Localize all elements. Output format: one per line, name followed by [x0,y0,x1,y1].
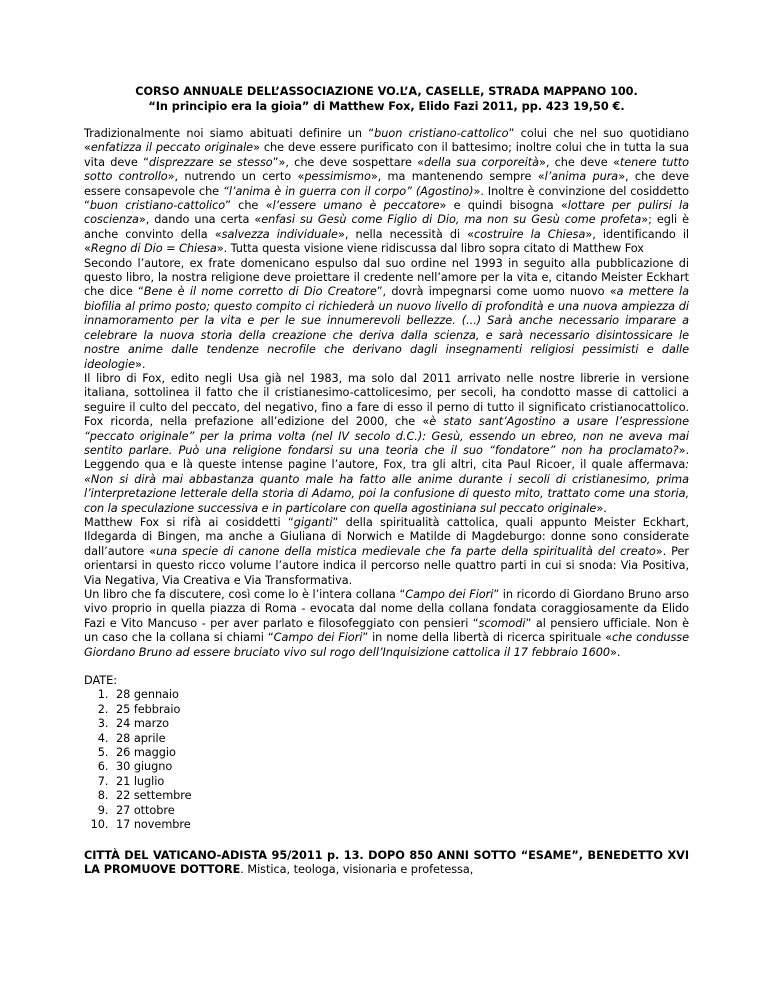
second-article-text: . Mistica, teologa, visionaria e profetessa, [240,862,474,876]
italic-run: è stato sant’Agostino a usare l’espressione “peccato originale” per la prima volta (nel IV secolo d.C.): Gesù, essendo un ebreo, non ne aveva mai sentito parlare. Può una religione fondarsi su una teoria che il suo “fondatore” non ha proclamato? [84,415,689,457]
text-run: ”, dovrà impegnarsi come uomo nuovo « [376,285,617,299]
text-run: Secondo l’autore, ex frate domenicano espulso dal suo ordine nel 1993 in seguito alla pubblicazione di questo libro, la nostra religione deve proiettare il credente nell’amore per la vita e, citando Meister Eckhart che dice “ [84,256,689,299]
italic-run: Bene è il nome corretto di Dio Creatore [143,285,377,299]
italic-run: buon cristiano-cattolico [89,199,226,213]
italic-run: salvezza individuale [221,227,338,241]
date-item: 4. 28 aprile [112,732,689,746]
paragraph [84,516,689,588]
text-run: ». Per orientarsi in questo ricco volume l’autore indica il percorso nelle quattro parti in cui si snoda: Via Positiva, Via Negativa, Via Creativa e Via Transformativa. [84,544,689,587]
italic-run: Campo dei Fiori [273,631,363,645]
text-run: ». Leggendo qua e là queste intense pagine l’autore, Fox, tra gli altri, cita Paul Ricoer, il quale affermava [84,443,689,472]
text-run: ». Inoltre è convinzione del cosiddetto “ [84,184,689,213]
text-run: ” della spiritualità cattolica, quali appunto Meister Eckhart, Ildegarda di Bingen, ma anche a Giuliana di Norwich e Matilde di Magdeburgo: donne sono considerate dall’autore « [84,515,690,558]
text-run: ». [135,357,146,371]
italic-run: “l’anima è in guerra con il corpo” (Agostino) [223,184,474,198]
date-item: 10. 17 novembre [112,818,689,832]
italic-run: l’anima pura [544,170,619,184]
document-header [84,84,689,114]
italic-run: che condusse Giordano Bruno ad essere bruciato vivo sul rogo dell’Inquisizione cattolica il 17 febbraio 1600 [84,631,690,659]
text-run: ». [596,501,607,515]
italic-run: l’essere umano è peccatore [272,199,440,213]
italic-run: : «Non si dirà mai abbastanza quanto male ha fatto alle anime durante i secoli di cristianesimo, prima l’interpretazione letterale della storia di Adamo, poi la confusione di questo mito, trattato come una storia, con la speculazione successiva e in particolare con quella agostiniana sul peccato originale [84,458,689,515]
text-run: ». Tutta questa visione viene ridiscussa dal libro sopra citato di Matthew Fox [216,242,644,256]
date-item: 5. 26 maggio [112,746,689,760]
text-run: Matthew Fox si rifà ai cosiddetti “ [84,515,294,529]
italic-run: enfatizza il peccato originale [90,141,254,155]
date-item: 2. 25 febbraio [112,703,689,717]
article-body [84,127,689,660]
second-article-heading: CITTÀ DEL VATICANO-ADISTA 95/2011 p. 13. DOPO 850 ANNI SOTTO “ESAME”, BENEDETTO XVI LA PROMUOVE DOTTORE [84,848,689,876]
text-run: », che deve « [538,155,620,169]
text-run: Tradizionalmente noi siamo abituati definire un “ [84,127,375,140]
date-item: 3. 24 marzo [112,717,689,731]
italic-run: enfasi su Gesù come Figlio di Dio, ma non su Gesù come profeta [261,213,642,227]
text-run: ” che « [225,199,273,213]
italic-run: a mettere la biofilia al primo posto; questo compito ci richiederà un nuovo livello di profondità e una nuova ampiezza di innamoramento per la vita e per le sue innumerevoli bellezze. (...) Sarà anche necessario imparare a celebrare la nuova storia della creazione che deriva dalla scienza, e sarà necessario disintossicare le nostre anime dalle tendenze necrofile che derivano dagli insegnamenti religiosi pessimisti e dalle ideologie [84,285,689,371]
paragraph [84,257,689,372]
text-run: ” colui che nel suo quotidiano « [84,127,689,155]
text-run: », identificando il « [84,227,690,256]
italic-run: Campo dei Fiori [405,588,494,601]
text-run: », dando una certa « [138,213,262,227]
text-run: ” in ricordo di Giordano Bruno arso vivo proprio in quella piazza di Roma - evocata dal nome della collana fondata coraggiosamente da Elido Fazi e Vito Mancuso - per aver parlato e filosofeggiato con pensieri “ [84,588,689,630]
text-run: » che deve essere purificato con il battesimo; inoltre colui che in tutta la sua vita deve “ [84,141,689,169]
date-item: 6. 30 giugno [112,760,689,774]
italic-run: pessimismo [304,170,371,184]
italic-run: disprezzare se stesso [148,155,273,169]
paragraph [84,588,689,660]
text-run: ». [610,645,621,659]
text-run: » e quindi bisogna « [439,199,568,213]
text-run: ”», che deve sospettare « [272,155,425,169]
second-article [84,849,689,878]
italic-run: buon cristiano-cattolico [374,127,509,140]
italic-run: Regno di Dio = Chiesa [90,242,217,256]
italic-run: scomodi [478,616,526,630]
text-run: », ma mantenendo sempre « [370,170,545,184]
text-run: Un libro che fa discutere, così come lo è l’intera collana “ [84,588,406,601]
date-item: 9. 27 ottobre [112,804,689,818]
date-item: 1. 28 gennaio [112,688,689,702]
dates-section [84,674,689,832]
text-run: ” al pensiero ufficiale. Non è un caso che la collana si chiami “ [84,616,689,645]
text-run: ” in nome della libertà di ricerca spirituale « [362,631,612,645]
paragraph [84,372,689,516]
book-reference: “In principio era la gioia” di Matthew Fox, Elido Fazi 2011, pp. 423 19,50 €. [148,100,625,113]
header-title: CORSO ANNUALE DELL’ASSOCIAZIONE VO.L’A, CASELLE, STRADA MAPPANO 100. [135,85,638,98]
text-run: », nella necessità di « [337,227,475,241]
dates-label: DATE: [84,674,117,688]
italic-run: giganti [293,515,333,529]
date-item: 7. 21 luglio [112,775,689,789]
italic-run: costruire la Chiesa [474,227,586,241]
italic-run: tenere tutto sotto controllo [84,155,689,184]
date-item: 8. 22 settembre [112,789,689,803]
italic-run: una specie di canone della mistica medievale che fa parte della spiritualità del creato [156,544,656,558]
text-run: »; egli è anche convinto della « [84,213,689,241]
dates-list [84,688,689,832]
text-run: », che deve essere consapevole che [84,170,689,198]
italic-run: della sua corporeità [424,155,539,169]
document-page [84,74,689,877]
italic-run: lottare per pulirsi la coscienza [84,199,689,227]
paragraph [84,127,689,257]
text-run: Il libro di Fox, edito negli Usa già nel 1983, ma solo dal 2011 arrivato nelle nostre librerie in versione italiana, sottolinea il fatto che il cristianesimo-cattolicesimo, per secoli, ha condotto masse di cattolici a seguire il culto del peccato, del negativo, fino a fare di esso il perno di tutto il significato cristianocattolico. Fox ricorda, nella prefazione all’edizione del 2000, che « [84,371,689,429]
text-run: », nutrendo un certo « [167,170,305,184]
